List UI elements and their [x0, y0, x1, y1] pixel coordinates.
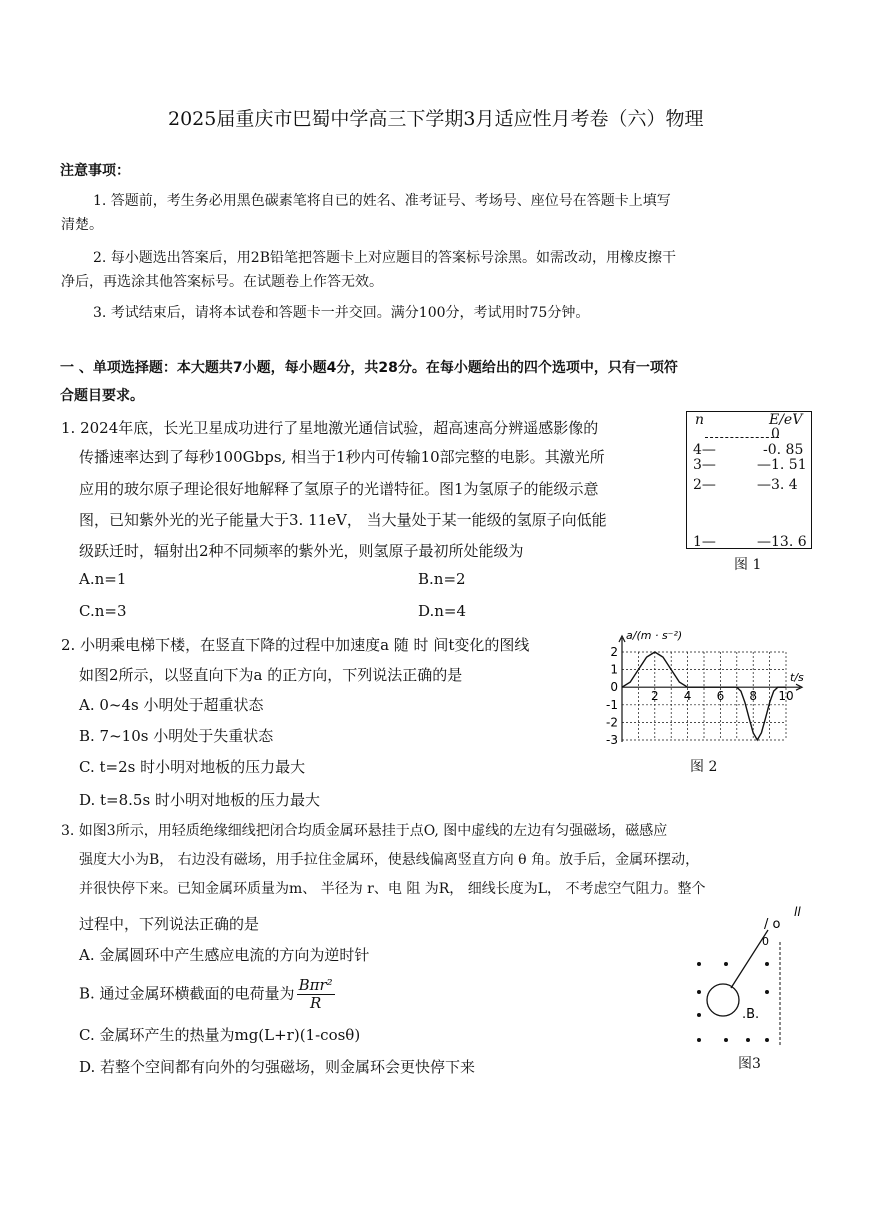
suspension-thread	[731, 930, 768, 988]
energy-level-diagram	[686, 411, 812, 549]
section-heading-line-1: 一 、单项选择题：本大题共7小题，每小题4分，共28分。在每小题给出的四个选项中，只有一项符	[60, 360, 678, 376]
q1-line-2: 传播速率达到了每秒100Gbps, 相当于1秒内可传输10部完整的电影。其激光所	[79, 448, 605, 466]
pivot-label: / o	[764, 917, 781, 932]
fraction-denominator: R	[309, 994, 322, 1012]
figure-1-caption: 图 1	[734, 557, 762, 573]
q1-line-3: 应用的玻尔原子理论很好地解释了氢原子的光谱特征。图1为氢原子的能级示意	[79, 480, 599, 498]
q1-option-c: C.n=3	[79, 602, 127, 620]
x-axis-label: t/s	[790, 671, 804, 685]
charge-fraction	[297, 977, 335, 1012]
q2-line-1: 2. 小明乘电梯下楼，在竖直下降的过程中加速度a 随 时 间t变化的图线	[61, 636, 530, 654]
energy-value-4: -0. 85	[763, 442, 804, 458]
metal-ring	[707, 984, 739, 1016]
y-tick-label--2: -2	[606, 715, 618, 730]
acceleration-time-chart	[600, 628, 812, 752]
energy-level-4: 4—	[693, 442, 716, 458]
energy-value-1: —13. 6	[757, 534, 807, 550]
x-tick-label-4: 4	[683, 689, 692, 704]
y-tick-label--1: -1	[606, 697, 618, 712]
energy-value-0: 0	[771, 426, 780, 442]
energy-e-label: E/eV	[769, 412, 803, 428]
magnetic-field-dots	[697, 962, 769, 1042]
q3-option-a: A. 金属圆环中产生感应电流的方向为逆时针	[79, 946, 370, 964]
q3-option-d: D. 若整个空间都有向外的匀强磁场，则金属环会更快停下来	[79, 1058, 476, 1076]
q2-option-b: B. 7~10s 小明处于失重状态	[79, 727, 274, 745]
figure-3-caption: 图3	[738, 1056, 761, 1072]
energy-value-3: —1. 51	[757, 457, 807, 473]
notes-heading: 注意事项：	[60, 163, 130, 179]
y-tick-label-1: 1	[610, 662, 618, 677]
energy-n-label: n	[695, 412, 705, 428]
q1-option-a: A.n=1	[79, 570, 127, 588]
q1-line-1: 1. 2024年底，长光卫星成功进行了星地激光通信试验，超高速高分辨遥感影像的	[61, 419, 599, 437]
fig-ll-label: ll	[794, 905, 801, 919]
q1-option-b: B.n=2	[418, 570, 466, 588]
figure-2-caption: 图 2	[690, 759, 718, 775]
x-tick-label-2: 2	[650, 689, 659, 704]
q1-option-d: D.n=4	[418, 602, 467, 620]
q2-option-d: D. t=8.5s 时小明对地板的压力最大	[79, 791, 320, 809]
field-b-label: .B.	[742, 1007, 760, 1022]
energy-level-1: 1—	[693, 534, 716, 550]
q3-option-b-text: B. 通过金属环横截面的电荷量为	[79, 984, 295, 1003]
energy-level-3: 3—	[693, 457, 716, 473]
x-tick-label-6: 6	[716, 689, 725, 704]
note-3: 3. 考试结束后，请将本试卷和答题卡一并交回。满分100分，考试用时75分钟。	[93, 305, 590, 321]
energy-value-2: —3. 4	[757, 477, 798, 493]
q3-line-1: 3. 如图3所示，用轻质绝缘细线把闭合均质金属环悬挂于点O, 图中虚线的左边有匀强磁场，磁感应	[61, 823, 668, 839]
q3-line-2: 强度大小为B， 右边没有磁场，用手拉住金属环，使悬线偏离竖直方向 θ 角。放手后，金属环摆动，	[79, 852, 700, 868]
q1-line-4: 图，已知紫外光的光子能量大于3. 11eV， 当大量处于某一能级的氢原子向低能	[79, 511, 607, 529]
y-tick-label--3: -3	[606, 733, 618, 747]
q3-line-4: 过程中，下列说法正确的是	[79, 915, 260, 933]
note-2-line-2: 净后，再选涂其他答案标号。在试题卷上作答无效。	[61, 274, 383, 290]
q1-line-5: 级跃迁时，辐射出2种不同频率的紫外光，则氢原子最初所处能级为	[79, 542, 524, 560]
x-tick-label-8: 8	[749, 689, 758, 704]
note-2-line-1: 2. 每小题选出答案后，用2B铅笔把答题卡上对应题目的答案标号涂黑。如需改动，用橡皮擦干	[93, 250, 677, 266]
q3-line-3: 并很快停下来。已知金属环质量为m、 半径为 r、电 阻 为R， 细线长度为L， 不考虑空气阻力。整个	[79, 881, 706, 897]
ring-magnetic-field-figure	[688, 900, 818, 1050]
q3-option-c: C. 金属环产生的热量为mg(L+r)(1-cosθ)	[79, 1026, 361, 1044]
q2-line-2: 如图2所示，以竖直向下为a 的正方向，下列说法正确的是	[79, 666, 463, 684]
q3-option-b	[79, 977, 335, 1012]
angle-label: 0	[762, 935, 769, 948]
q2-option-a: A. 0~4s 小明处于超重状态	[79, 696, 264, 714]
y-tick-label-2: 2	[610, 645, 618, 659]
fraction-numerator: Bπr²	[298, 976, 333, 994]
x-tick-label-10: 10	[778, 689, 794, 704]
section-heading-line-2: 合题目要求。	[60, 388, 144, 404]
energy-level-2: 2—	[693, 477, 716, 493]
note-1-line-2: 清楚。	[61, 217, 103, 233]
q2-option-c: C. t=2s 时小明对地板的压力最大	[79, 758, 306, 776]
energy-line-infinity	[705, 437, 779, 438]
y-axis-label: a/(m · s⁻²)	[626, 629, 683, 642]
y-tick-label-0: 0	[610, 680, 618, 695]
note-1-line-1: 1. 答题前，考生务必用黑色碳素笔将自已的姓名、准考证号、考场号、座位号在答题卡上填写	[93, 193, 671, 209]
page-title: 2025届重庆市巴蜀中学高三下学期3月适应性月考卷（六）物理	[168, 108, 704, 130]
